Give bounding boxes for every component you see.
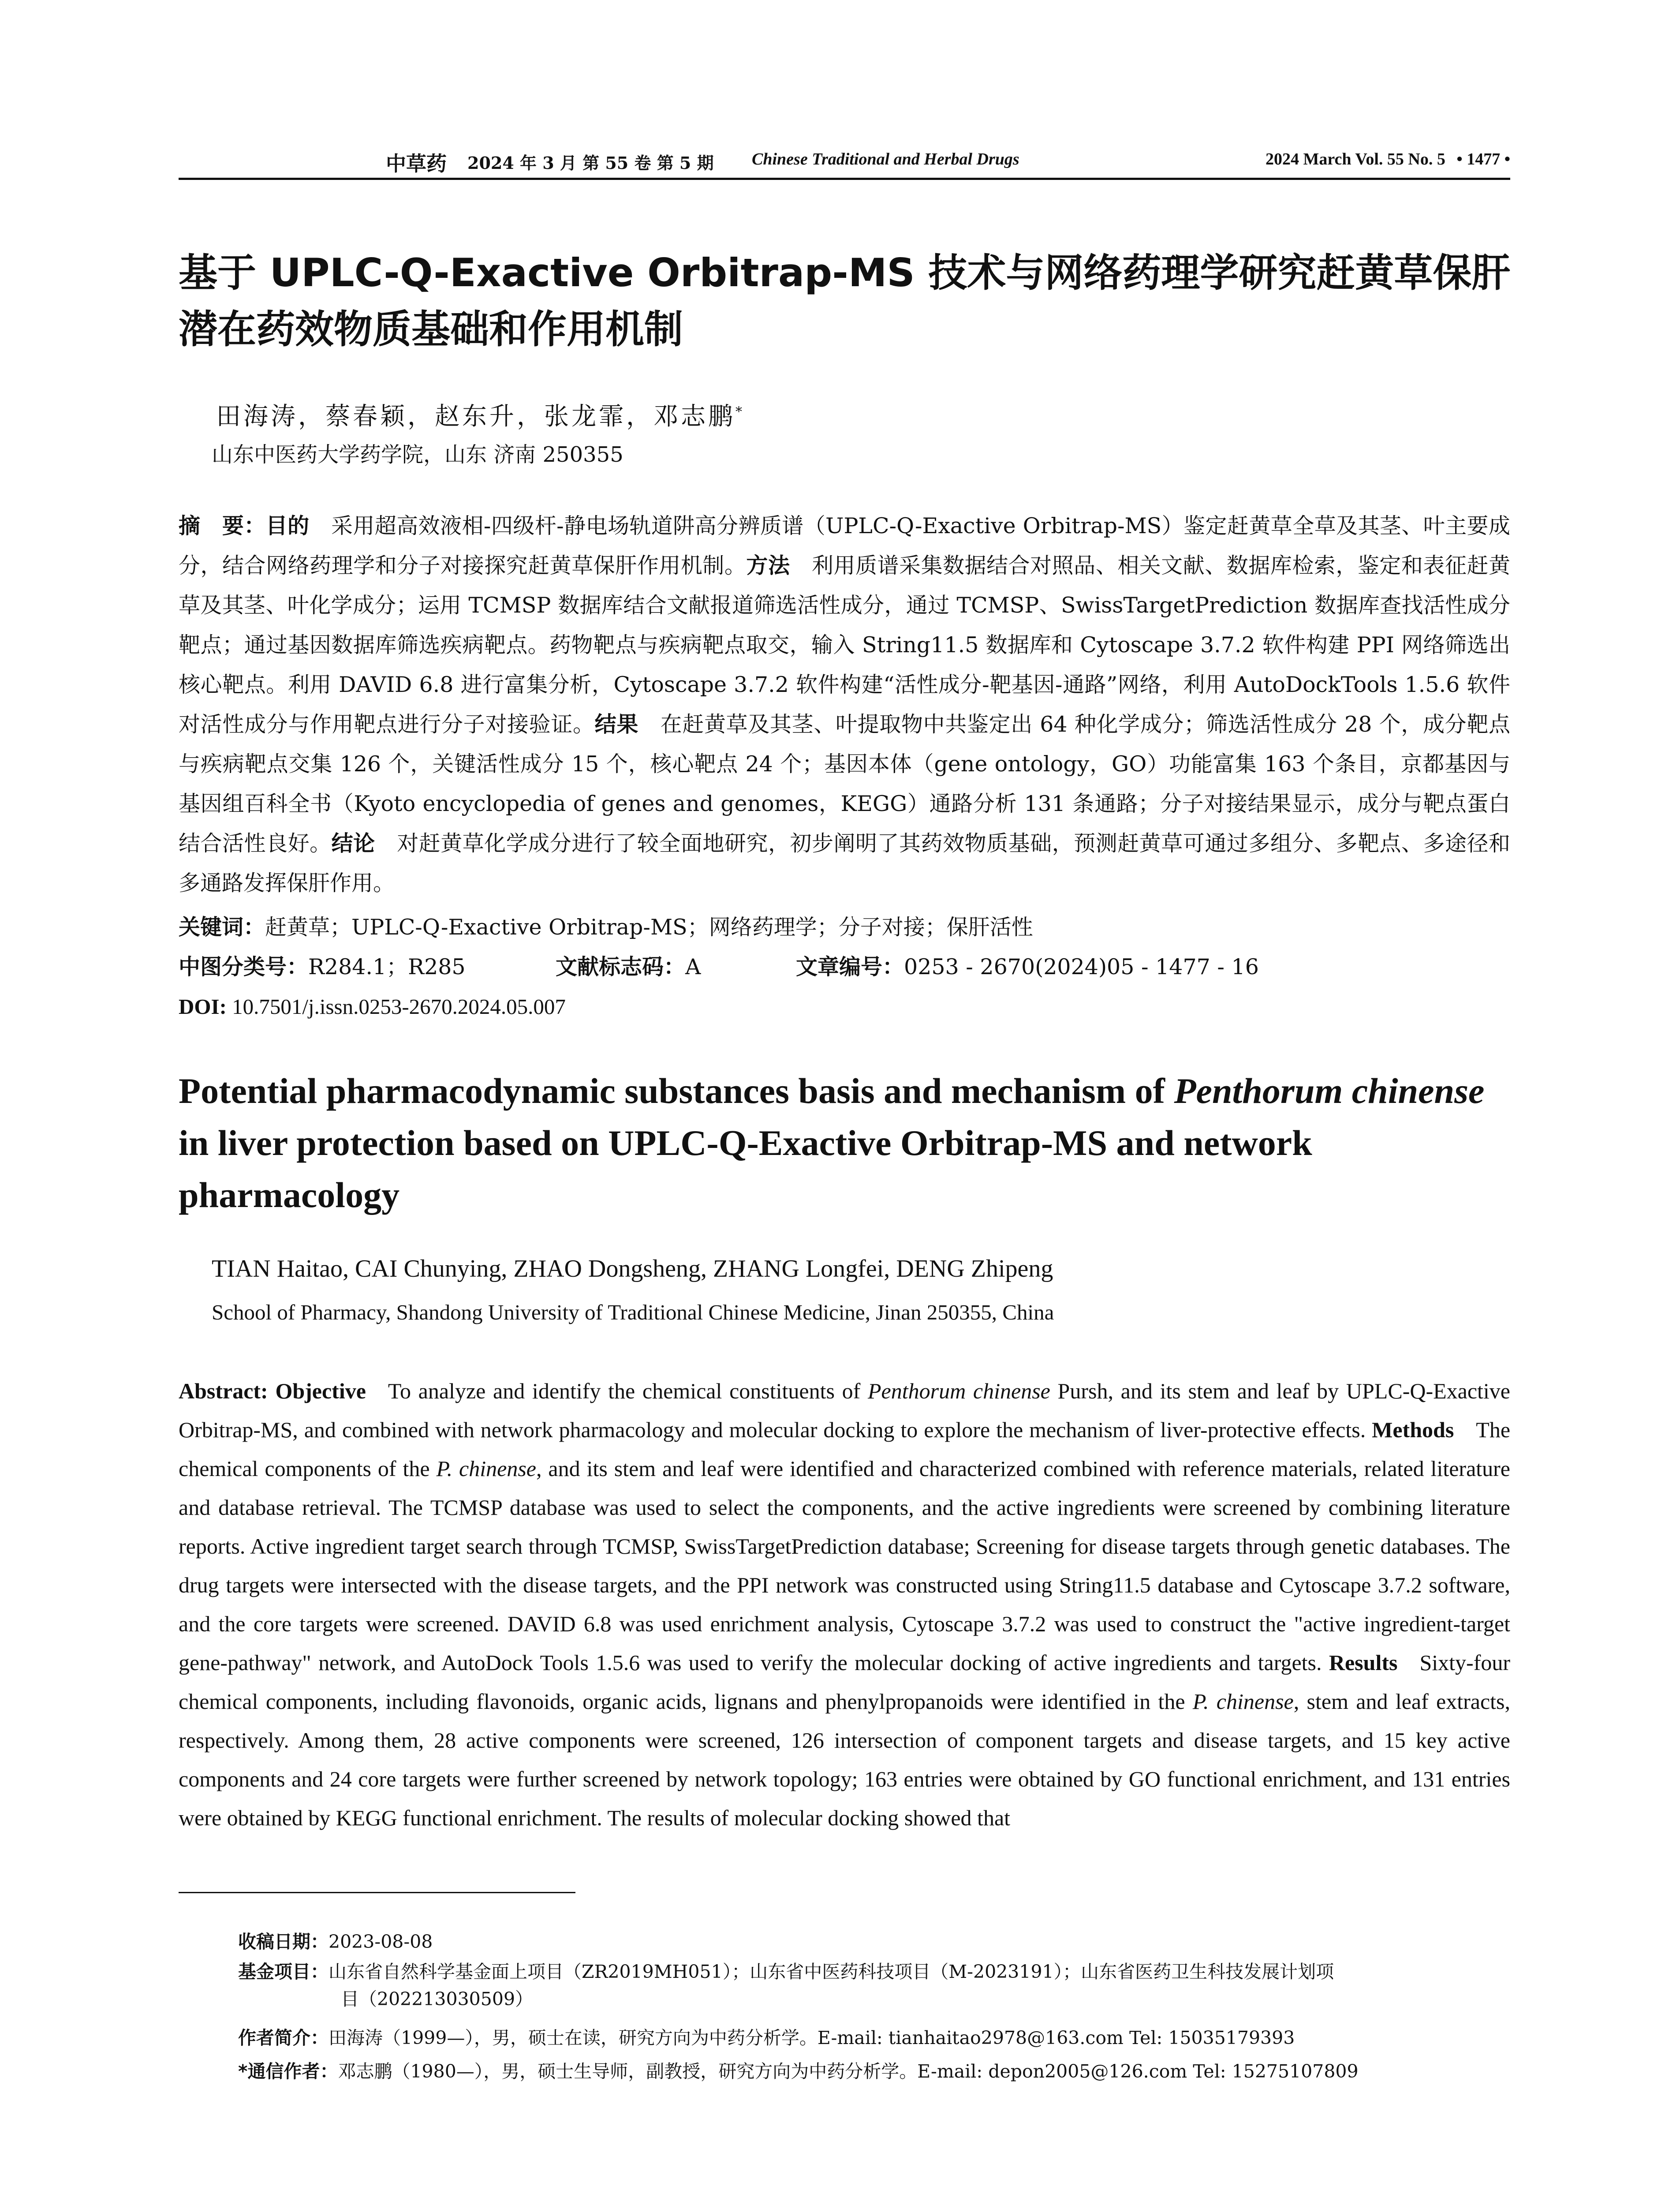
journal-name-cn: 中草药 — [386, 152, 447, 176]
title-cn-line2: 潜在药效物质基础和作用机制 — [179, 306, 683, 352]
clc-value: R284.1；R285 — [308, 954, 466, 979]
methods-en-a: The chemical components of the — [179, 1417, 1511, 1481]
author-bio-label: 作者简介： — [238, 2027, 329, 2048]
classification-line — [179, 947, 1510, 987]
results-en-label: Results — [1329, 1650, 1398, 1675]
affiliation-en: School of Pharmacy, Shandong University of Traditional Chinese Medicine, Jinan 250355, China — [212, 1300, 1054, 1324]
issue-volume-en: 2024 March Vol. 55 No. 5 — [1266, 150, 1445, 168]
objective-en-b: Pursh, and its stem and leaf by UPLC-Q-Exactive Orbitrap-MS, and combined with network pharmacology and molecular docking to explore the mechanism of liver-protective effects. — [179, 1379, 1511, 1442]
header-rule — [179, 178, 1510, 180]
keywords-cn — [179, 908, 1033, 947]
abstract-en-label: Abstract: — [179, 1379, 268, 1403]
fund-text-2: 目（202213030509） — [341, 1988, 534, 2010]
keywords-cn-value: 赶黄草；UPLC-Q-Exactive Orbitrap-MS；网络药理学；分子对接；保肝活性 — [265, 915, 1033, 940]
objective-en-a: To analyze and identify the chemical constituents of — [388, 1379, 868, 1403]
received-label: 收稿日期： — [238, 1931, 329, 1952]
footnote-received — [238, 1928, 1508, 1955]
article-no-value: 0253 - 2670(2024)05 - 1477 - 16 — [904, 954, 1259, 979]
received-date: 2023-08-08 — [329, 1931, 433, 1952]
title-en-species: Penthorum chinense — [1174, 1071, 1485, 1111]
objective-cn-label: 目的 — [265, 513, 310, 538]
objective-cn-text: 采用超高效液相-四级杆-静电场轨道阱高分辨质谱（UPLC-Q-Exactive Orbitrap-MS）鉴定赶黄草全草及其茎、叶主要成分，结合网络药理学和分子对接探究赶黄草保肝作用机制。 — [179, 513, 1510, 578]
affiliation-cn: 山东中医药大学药学院，山东 济南 250355 — [212, 442, 623, 467]
results-en-species: P. chinense — [1192, 1689, 1294, 1714]
issue-date-cn: 2024 年 3 月 第 55 卷 第 5 期 — [467, 153, 714, 173]
authors-cn-names: 田海涛，蔡春颖，赵东升，张龙霏，邓志鹏 — [216, 402, 735, 431]
authors-cn — [216, 397, 745, 432]
title-en-part2: in liver protection based on UPLC-Q-Exactive Orbitrap-MS and network pharmacology — [179, 1123, 1312, 1215]
methods-en-label: Methods — [1372, 1417, 1454, 1442]
journal-name-en: Chinese Traditional and Herbal Drugs — [752, 150, 1019, 168]
authors-en: TIAN Haitao, CAI Chunying, ZHAO Dongsheng, ZHANG Longfei, DENG Zhipeng — [212, 1255, 1053, 1282]
doc-code-value: A — [685, 954, 701, 979]
footnote-fund — [238, 1958, 1508, 2013]
fund-text-1: 山东省自然科学基金面上项目（ZR2019MH051）；山东省中医药科技项目（M-2023191）；山东省医药卫生科技发展计划项 — [329, 1961, 1334, 1982]
abstract-cn — [179, 506, 1510, 903]
doi-value: 10.7501/j.issn.0253-2670.2024.05.007 — [232, 994, 566, 1019]
methods-cn-label: 方法 — [746, 553, 790, 578]
author-bio-text: 田海涛（1999—），男，硕士在读，研究方向为中药分析学。E-mail: tianhaitao2978@163.com Tel: 15035179393 — [329, 2027, 1295, 2048]
objective-en-species: Penthorum chinense — [868, 1379, 1050, 1403]
corresponding-text: 邓志鹏（1980—），男，硕士生导师，副教授，研究方向为中药分析学。E-mail: depon2005@126.com Tel: 15275107809 — [338, 2061, 1359, 2082]
corresponding-mark: * — [735, 404, 745, 420]
keywords-cn-label: 关键词： — [179, 915, 265, 940]
methods-en-b: , and its stem and leaf were identified and characterized combined with reference materials, related literature and database retrieval. The TCMSP database was used to select the components, and the active ingredients were screened by combining literature reports. Active ingredient target search through TCMSP, SwissTargetPrediction database; Screening for disease targets through genetic databases. The drug targets were intersected with the disease targets, and the PPI network was constructed using String11.5 database and Cytoscape 3.7.2 software, and the core targets were screened. DAVID 6.8 was used enrichment analysis, Cytoscape 3.7.2 was used to construct the "active ingredient-target gene-pathway" network, and AutoDock Tools 1.5.6 was used to verify the molecular docking of active ingredients and targets. — [179, 1456, 1510, 1675]
results-cn-label: 结果 — [594, 712, 638, 737]
abstract-en — [179, 1372, 1510, 1837]
clc-label: 中图分类号： — [179, 954, 309, 979]
fund-label: 基金项目： — [238, 1961, 329, 1982]
conclusion-cn-text: 对赶黄草化学成分进行了较全面地研究，初步阐明了其药效物质基础，预测赶黄草可通过多组分、多靶点、多途径和多通路发挥保肝作用。 — [179, 831, 1510, 896]
title-cn-line1: 基于 UPLC-Q-Exactive Orbitrap-MS 技术与网络药理学研究赶黄草保肝 — [179, 250, 1511, 295]
methods-cn-text: 利用质谱采集数据结合对照品、相关文献、数据库检索，鉴定和表征赶黄草及其茎、叶化学成分；运用 TCMSP 数据库结合文献报道筛选活性成分，通过 TCMSP、SwissTargetPrediction 数据库查找活性成分靶点；通过基因数据库筛选疾病靶点。药物靶点与疾病靶点取交，输入 String11.5 数据库和 Cytoscape 3.7.2 软件构建 PPI 网络筛选出核心靶点。利用 DAVID 6.8 进行富集分析，Cytoscape 3.7.2 软件构建“活性成分-靶基因-通路”网络，利用 AutoDockTools 1.5.6 软件对活性成分与作用靶点进行分子对接验证。 — [179, 553, 1510, 737]
footnote-author — [238, 2024, 1508, 2052]
running-header — [179, 148, 1510, 175]
page-number: • 1477 • — [1456, 150, 1510, 168]
objective-en-label: Objective — [275, 1379, 366, 1403]
doc-code-label: 文献标志码： — [556, 954, 686, 979]
results-cn-text: 在赶黄草及其茎、叶提取物中共鉴定出 64 种化学成分；筛选活性成分 28 个，成分靶点与疾病靶点交集 126 个，关键活性成分 15 个，核心靶点 24 个；基因本体（gene ontology，GO）功能富集 163 个条目，京都基因与基因组百科全书（Kyoto encyclopedia of genes and genomes，KEGG）通路分析 131 条通路；分子对接结果显示，成分与靶点蛋白结合活性良好。 — [179, 712, 1510, 856]
footnote-corresponding — [238, 2058, 1508, 2085]
title-en — [179, 1065, 1523, 1221]
corresponding-label: *通信作者： — [238, 2061, 338, 2082]
title-cn — [179, 245, 1546, 358]
results-en-b: , stem and leaf extracts, respectively. Among them, 28 active components were screened, 126 intersection of component targets and disease targets, and 15 key active components and 24 core targets were further screened by network topology; 163 entries were obtained by GO functional enrichment, and 131 entries were obtained by KEGG functional enrichment. The results of molecular docking showed that — [179, 1689, 1511, 1830]
conclusion-cn-label: 结论 — [331, 831, 375, 856]
results-en-a: Sixty-four chemical components, including flavonoids, organic acids, lignans and phenylpropanoids were identified in the — [179, 1650, 1510, 1714]
doi-line — [179, 987, 566, 1027]
abstract-cn-label: 摘 要： — [179, 513, 266, 538]
methods-en-species: P. chinense — [436, 1456, 536, 1481]
footnote-rule — [179, 1892, 575, 1893]
doi-label: DOI: — [179, 994, 227, 1019]
article-no-label: 文章编号： — [796, 954, 904, 979]
title-en-part1: Potential pharmacodynamic substances basis and mechanism of — [179, 1071, 1174, 1111]
